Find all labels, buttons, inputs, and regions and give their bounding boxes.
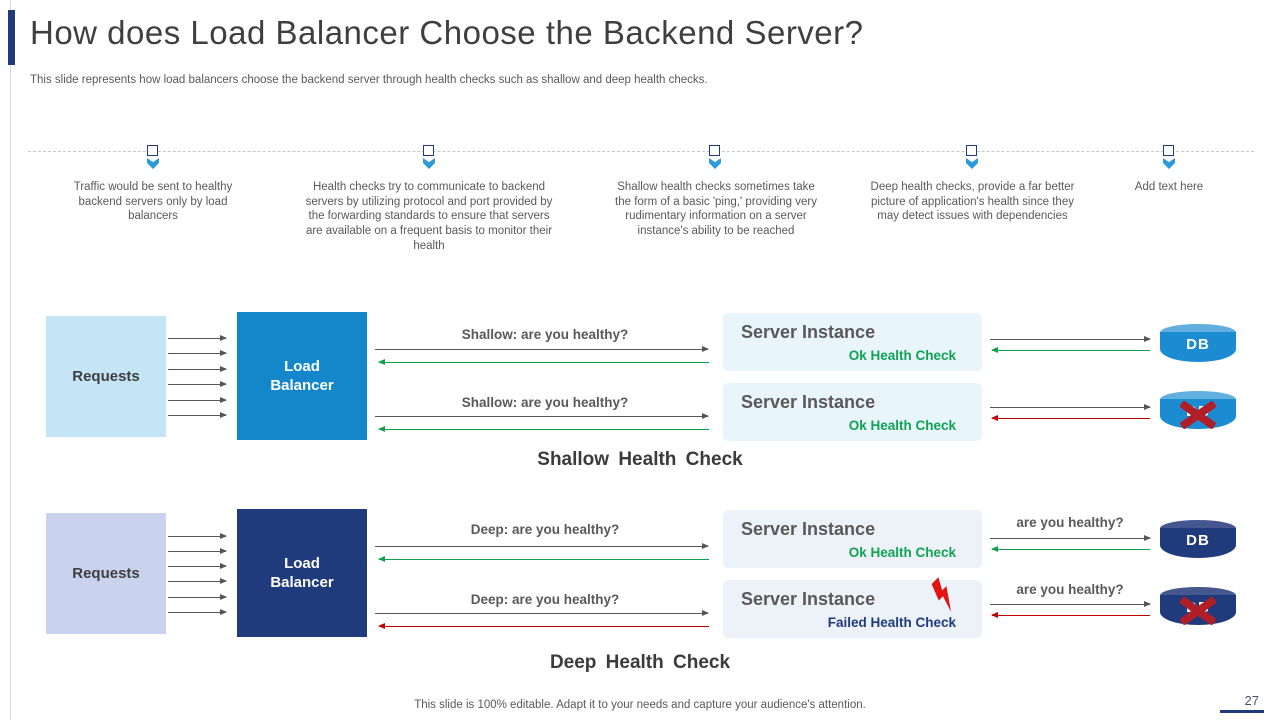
request-arrow [168, 338, 226, 339]
health-check-question: Shallow: are you healthy? [461, 327, 629, 342]
db-request-arrow [990, 407, 1150, 408]
left-border-line [10, 0, 11, 720]
server-instance-box [723, 313, 982, 371]
health-check-question: Deep: are you healthy? [470, 522, 620, 537]
check-request-arrow [375, 416, 708, 417]
title-accent-bar [8, 10, 15, 65]
db-fail-response-arrow [992, 418, 1150, 419]
timeline-item-text: Traffic would be sent to healthy backend servers only by load balancers [73, 181, 233, 223]
database-icon [1160, 324, 1236, 362]
check-fail-response-arrow [379, 626, 709, 627]
slide-footer-note: This slide is 100% editable. Adapt it to your needs and capture your audience's attention. [414, 699, 866, 711]
load-balancer-box [237, 509, 367, 637]
check-ok-response-arrow [379, 429, 709, 430]
page-number: 27 [1244, 693, 1259, 708]
database-icon [1160, 587, 1236, 625]
section-caption: Shallow Health Check [537, 449, 743, 470]
requests-box [46, 513, 166, 634]
requests-label: Requests [72, 368, 140, 385]
db-request-arrow [990, 538, 1150, 539]
chevron-down-icon [709, 158, 721, 169]
server-instance-label: Server Instance [741, 392, 876, 412]
milestone-marker-icon [966, 145, 977, 156]
section-caption: Deep Health Check [549, 652, 731, 673]
db-health-question: are you healthy? [1016, 582, 1124, 597]
database-icon [1160, 391, 1236, 429]
db-request-arrow [990, 339, 1150, 340]
timeline-item-text: Health checks try to communicate to backend servers by utilizing protocol and port provided by the forwarding standards to ensure that servers are available on a frequent basis to monitor their health [305, 181, 553, 252]
check-ok-response-arrow [379, 559, 709, 560]
slide-subtitle: This slide represents how load balancers choose the backend server through health checks such as shallow and deep health checks. [30, 74, 708, 86]
db-ok-response-arrow [992, 350, 1150, 351]
page-number-underline [1220, 710, 1264, 714]
check-request-arrow [375, 546, 708, 547]
server-instance-box [723, 510, 982, 568]
request-arrow [168, 353, 226, 354]
server-instance-label: Server Instance [741, 589, 876, 609]
request-arrow [168, 536, 226, 537]
page-title: How does Load Balancer Choose the Backend Server? [30, 14, 864, 51]
timeline-item-text: Add text here [1134, 181, 1204, 193]
server-instance-label: Server Instance [741, 519, 876, 539]
database-icon [1160, 520, 1236, 558]
request-arrow [168, 597, 226, 598]
request-arrow [168, 384, 226, 385]
server-instance-box [723, 383, 982, 441]
chevron-down-icon [1163, 158, 1175, 169]
health-check-status: Ok Health Check [848, 418, 956, 433]
database-label: DB [1186, 336, 1210, 353]
request-arrow [168, 400, 226, 401]
chevron-down-icon [966, 158, 978, 169]
db-ok-response-arrow [992, 549, 1150, 550]
milestone-marker-icon [709, 145, 720, 156]
chevron-down-icon [147, 158, 159, 169]
check-request-arrow [375, 613, 708, 614]
chevron-down-icon [423, 158, 435, 169]
timeline-dashed-line [28, 151, 1254, 152]
health-check-question: Shallow: are you healthy? [461, 395, 629, 410]
database-label: DB [1186, 532, 1210, 549]
timeline-item-text: Shallow health checks sometimes take the form of a basic 'ping,' providing very rudimentary information on a server instance's ability to be reached [615, 181, 817, 238]
load-balancer-box [237, 312, 367, 440]
timeline-item-text: Deep health checks, provide a far better picture of application's health since they may detect issues with dependencies [870, 181, 1075, 223]
db-fail-response-arrow [992, 615, 1150, 616]
milestone-marker-icon [147, 145, 158, 156]
db-health-question: are you healthy? [1016, 515, 1124, 530]
requests-label: Requests [72, 565, 140, 582]
health-check-status: Failed Health Check [827, 615, 956, 630]
request-arrow [168, 415, 226, 416]
health-check-status: Ok Health Check [848, 545, 956, 560]
request-arrow [168, 612, 226, 613]
request-arrow [168, 566, 226, 567]
database-label: DB [1186, 403, 1210, 420]
db-request-arrow [990, 604, 1150, 605]
database-label: DB [1186, 599, 1210, 616]
health-check-status: Ok Health Check [848, 348, 956, 363]
health-check-question: Deep: are you healthy? [470, 592, 620, 607]
request-arrow [168, 369, 226, 370]
milestone-marker-icon [423, 145, 434, 156]
request-arrow [168, 551, 226, 552]
milestone-marker-icon [1163, 145, 1174, 156]
requests-box [46, 316, 166, 437]
check-request-arrow [375, 349, 708, 350]
load-balancer-label: Load Balancer [270, 357, 334, 394]
load-balancer-label: Load Balancer [270, 554, 334, 591]
request-arrow [168, 581, 226, 582]
check-ok-response-arrow [379, 362, 709, 363]
server-instance-label: Server Instance [741, 322, 876, 342]
